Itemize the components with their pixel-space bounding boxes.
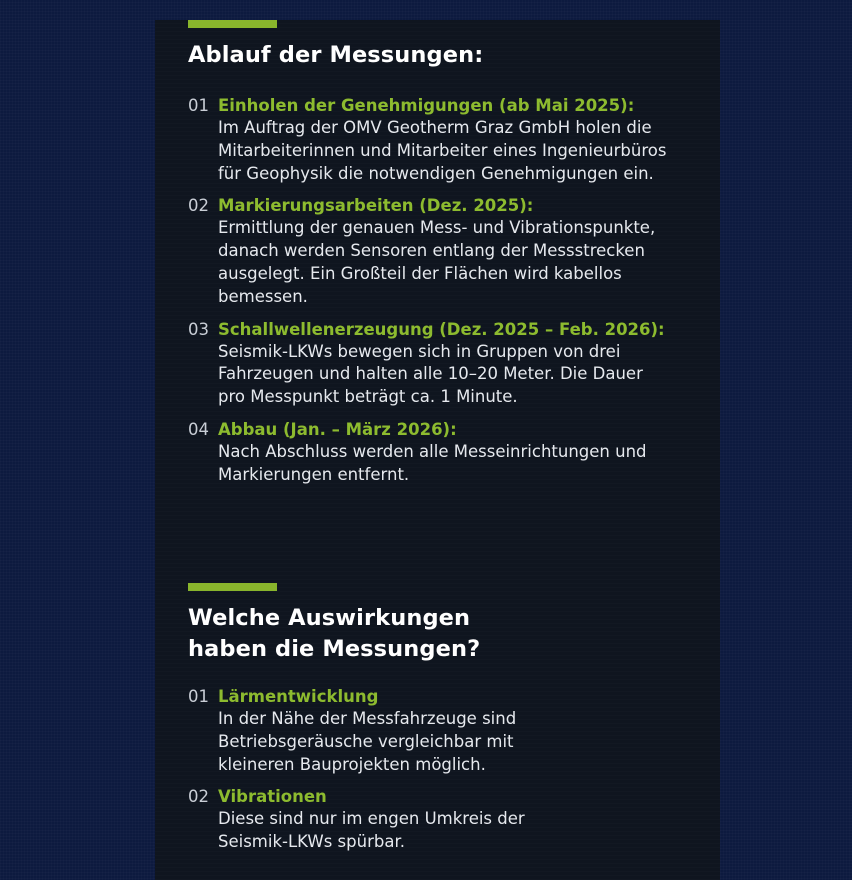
item-title: Schallwellenerzeugung (Dez. 2025 – Feb. 2026): (218, 319, 665, 339)
list-item (188, 685, 708, 776)
item-text: In der Nähe der Messfahrzeuge sind Betriebsgeräusche vergleichbar mit kleineren Bauprojekten möglich. (218, 709, 517, 774)
info-panel (155, 20, 720, 880)
item-text: Diese sind nur im engen Umkreis der Seismik-LKWs spürbar. (218, 809, 525, 852)
item-number: 04 (188, 419, 209, 439)
item-body (218, 318, 708, 409)
item-body (218, 785, 708, 854)
item-body (218, 685, 708, 776)
item-title: Einholen der Genehmigungen (ab Mai 2025): (218, 96, 635, 115)
section-effects (188, 583, 708, 863)
item-body (218, 94, 708, 185)
item-title: Markierungsarbeiten (Dez. 2025): (218, 196, 534, 216)
item-title: Abbau (Jan. – März 2026): (218, 419, 457, 439)
item-number: 01 (188, 96, 209, 115)
item-text: Nach Abschluss werden alle Messeinrichtungen und Markierungen entfernt. (218, 441, 647, 484)
list-item (188, 94, 708, 185)
heading-line-2: haben die Messungen? (188, 636, 481, 662)
process-list (188, 94, 708, 487)
section-heading: Ablauf der Messungen: (188, 42, 484, 68)
item-number: 02 (188, 787, 209, 807)
item-text: Im Auftrag der OMV Geotherm Graz GmbH holen die Mitarbeiterinnen und Mitarbeiter eines Ingenieurbüros für Geophysik die notwendigen Genehmigungen ein. (218, 118, 667, 183)
list-item (188, 194, 708, 308)
item-title: Vibrationen (218, 787, 327, 807)
item-number: 02 (188, 196, 209, 216)
accent-bar (188, 583, 277, 591)
item-text: Ermittlung der genauen Mess- und Vibrationspunkte, danach werden Sensoren entlang der Messstrecken ausgelegt. Ein Großteil der Flächen wird kabellos bemessen. (218, 218, 656, 306)
item-body (218, 418, 708, 487)
accent-bar (188, 20, 277, 28)
list-item (188, 785, 708, 854)
item-title: Lärmentwicklung (218, 687, 379, 706)
section-heading (188, 603, 708, 665)
item-number: 01 (188, 687, 209, 706)
item-number: 03 (188, 319, 209, 339)
list-item (188, 318, 708, 409)
item-text: Seismik-LKWs bewegen sich in Gruppen von drei Fahrzeugen und halten alle 10–20 Meter. Die Dauer pro Messpunkt beträgt ca. 1 Minute. (218, 341, 643, 407)
section-measurement-process (188, 20, 708, 496)
effects-list (188, 685, 708, 854)
list-item (188, 418, 708, 487)
heading-line-1: Welche Auswirkungen (188, 605, 471, 631)
item-body (218, 194, 708, 308)
